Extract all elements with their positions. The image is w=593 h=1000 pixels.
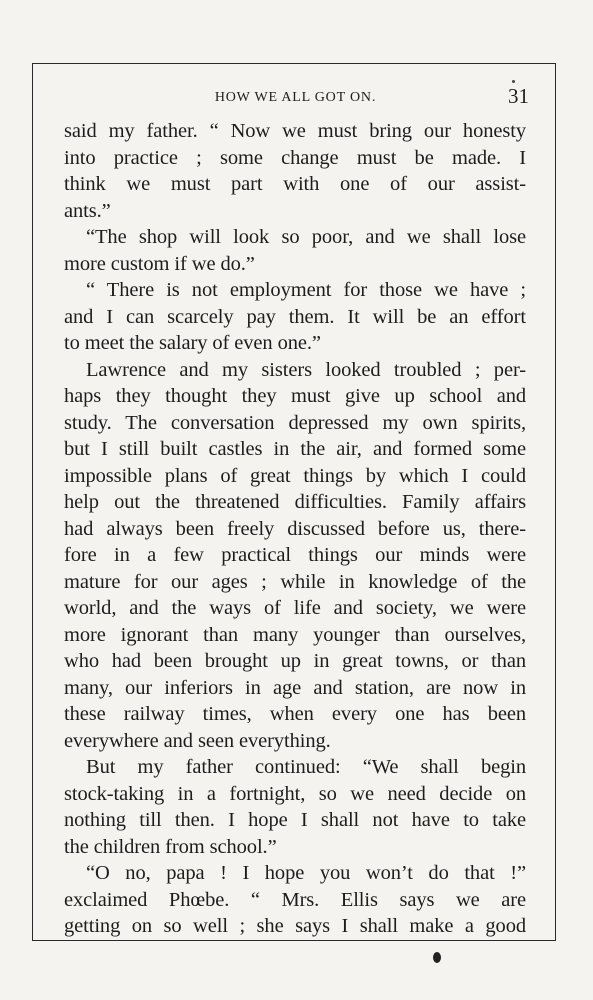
text-line: fore in a few practical things our minds were: [64, 544, 526, 566]
text-line: “ There is not employment for those we have ;: [86, 279, 526, 301]
ink-speck: [512, 80, 515, 83]
text-line: more ignorant than many younger than ourselves,: [64, 623, 526, 646]
text-line: said my father. “ Now we must bring our honesty: [64, 120, 526, 142]
text-line: nothing till then. I hope I shall not have to take: [64, 809, 526, 831]
text-line: study. The conversation depressed my own spirits,: [64, 411, 526, 434]
text-line: ants.”: [64, 199, 111, 222]
text-line: stock-taking in a fortnight, so we need decide on: [64, 782, 526, 805]
text-line: into practice ; some change must be made. I: [64, 146, 526, 169]
page-header: [62, 84, 529, 110]
text-line: had always been freely discussed before us, there-: [64, 517, 526, 540]
text-line: the children from school.”: [64, 835, 277, 858]
text-line: “The shop will look so poor, and we shall lose: [86, 226, 526, 248]
running-head: HOW WE ALL GOT ON.: [214, 90, 377, 105]
text-line: impossible plans of great things by which I could: [64, 464, 526, 487]
text-line: world, and the ways of life and society, we were: [64, 597, 526, 619]
text-line: who had been brought up in great towns, or than: [64, 650, 526, 672]
text-line: “O no, papa ! I hope you won’t do that !”: [86, 862, 526, 884]
text-line: everywhere and seen everything.: [64, 729, 331, 752]
body-text: [64, 118, 526, 940]
page-number: 31: [508, 84, 529, 108]
text-line: getting on so well ; she says I shall make a good: [64, 915, 526, 937]
text-line: more custom if we do.”: [64, 252, 255, 275]
ink-blot: [433, 952, 441, 963]
text-line: mature for our ages ; while in knowledge of the: [64, 570, 526, 593]
text-line: But my father continued: “We shall begin: [86, 756, 526, 778]
text-line: and I can scarcely pay them. It will be an effort: [64, 305, 526, 328]
text-line: exclaimed Phœbe. “ Mrs. Ellis says we are: [64, 888, 526, 911]
text-line: but I still built castles in the air, and formed some: [64, 438, 526, 460]
text-line: many, our inferiors in age and station, are now in: [64, 676, 526, 699]
text-line: these railway times, when every one has been: [64, 703, 526, 725]
text-line: to meet the salary of even one.”: [64, 332, 321, 354]
text-line: Lawrence and my sisters looked troubled ; per-: [86, 358, 526, 381]
text-line: haps they thought they must give up school and: [64, 385, 526, 407]
text-line: think we must part with one of our assist-: [64, 173, 526, 195]
text-line: help out the threatened difficulties. Family affairs: [64, 491, 526, 513]
